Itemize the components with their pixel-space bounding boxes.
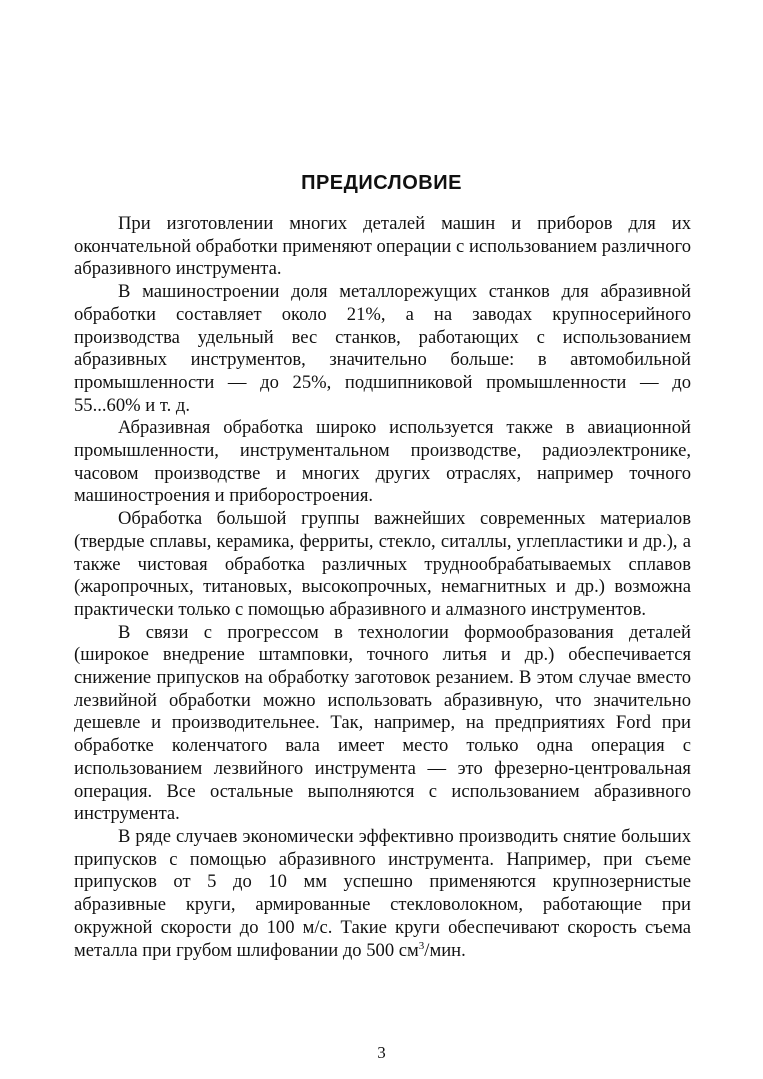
paragraph-text: В ряде случаев экономически эффективно производить снятие больших припусков с помощью абразивного инструмента. Например, при съеме припусков от 5 до 10 мм успешно применяются крупнозернистые абразивные круги, армированные стекловолокном, работающие при окружной скорости до 100 м/с. Такие круги обеспечивают скорость съема металла при грубом шлифовании до 500 см bbox=[74, 825, 691, 961]
page-number: 3 bbox=[377, 1043, 386, 1062]
paragraph: В связи с прогрессом в технологии формообразования деталей (широкое внедрение штамповки, точного литья и др.) обеспечивается снижение припусков на обработку заготовок резанием. В этом случае вместо лезвийной обработки можно использовать абразивную, что значительно дешевле и производительнее. Так, например, на предприятиях Ford при обработке коленчатого вала имеет место только одна операция с использованием лезвийного инструмента — это фрезерно-центровальная операция. Все остальные выполняются с использованием абразивного инструмента. bbox=[74, 621, 691, 825]
body-text bbox=[74, 213, 691, 962]
paragraph-last bbox=[74, 826, 691, 962]
paragraph: Абразивная обработка широко используется также в авиационной промышленности, инструментальном производстве, радиоэлектронике, часовом производстве и многих других отраслях, например точного машиностроения и приборостроения. bbox=[74, 417, 691, 507]
superscript-cube: 3 bbox=[418, 939, 425, 952]
paragraph: Обработка большой группы важнейших современных материалов (твердые сплавы, керамика, ферриты, стекло, ситаллы, углепластики и др.), а также чистовая обработка различных труднообрабатываемых сплавов (жаропрочных, титановых, высокопрочных, немагнитных и др.) возможна практически только с помощью абразивного и алмазного инструментов. bbox=[74, 508, 691, 620]
page-title: ПРЕДИСЛОВИЕ bbox=[301, 172, 462, 194]
paragraph: В машиностроении доля металлорежущих станков для абразивной обработки составляет около 21%, а на заводах крупносерийного производства удельный вес станков, работающих с использованием абразивных инструментов, значительно больше: в автомобильной промышленности — до 25%, подшипниковой промышленности — до 55...60% и т. д. bbox=[74, 281, 691, 416]
paragraph: При изготовлении многих деталей машин и приборов для их окончательной обработки применяют операции с использованием различного абразивного инструмента. bbox=[74, 213, 691, 280]
paragraph-suffix: /мин. bbox=[424, 939, 466, 961]
